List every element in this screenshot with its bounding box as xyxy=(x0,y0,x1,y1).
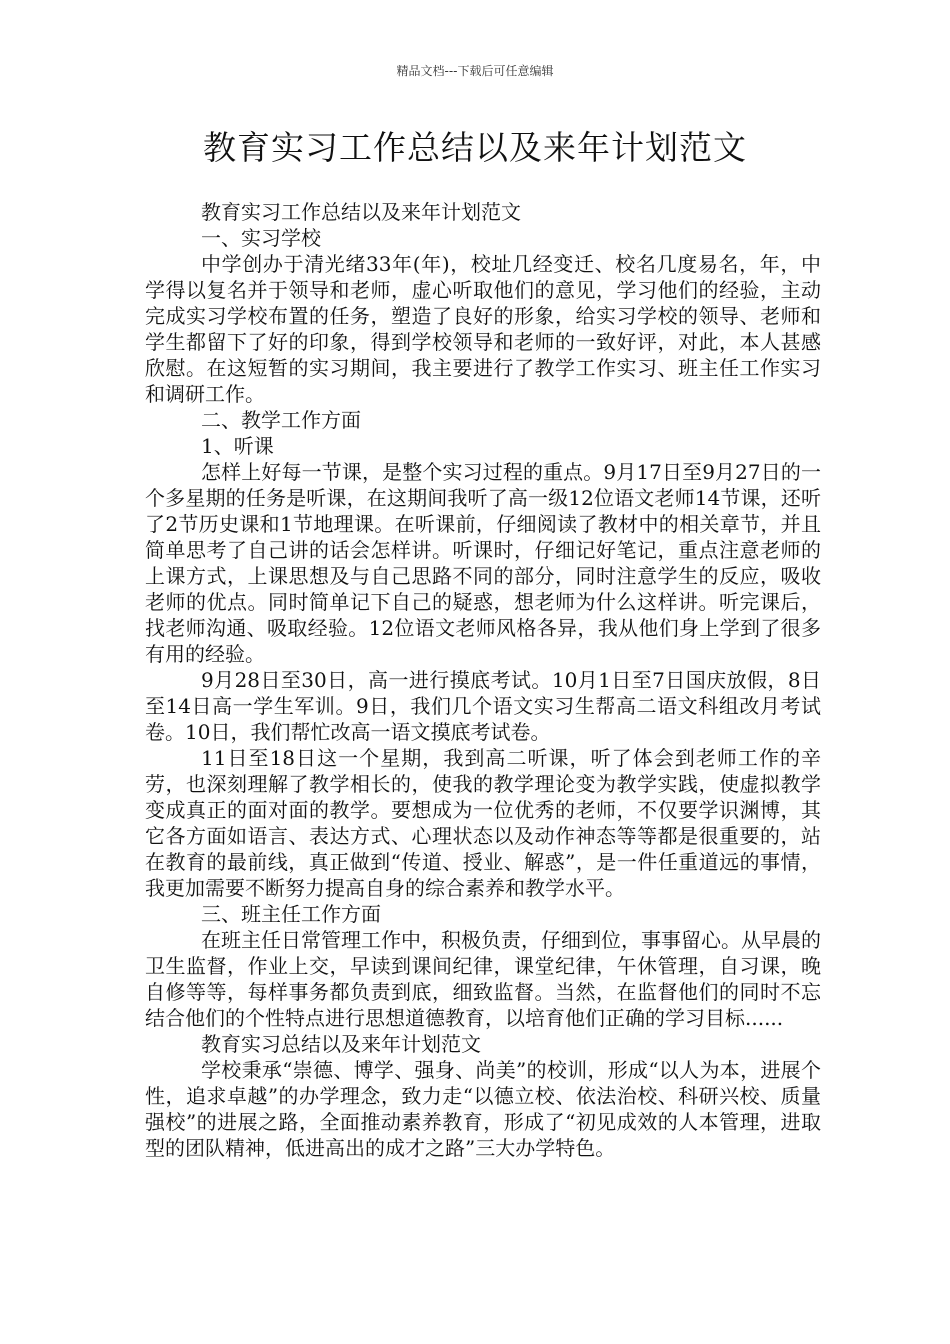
paragraph-exams: 9月28日至30日，高一进行摸底考试。10月1日至7日国庆放假，8日至14日高一学生军训。9日，我们几个语文实习生帮高二语文科组改月考试卷。10日，我们帮忙改高一语文摸底考试卷。 xyxy=(145,668,821,744)
paragraph-school-intro: 中学创办于清光绪33年(年)，校址几经变迁、校名几度易名，年，中学得以复名并于领导和老师，虚心听取他们的意见，学习他们的经验，主动完成实习学校布置的任务，塑造了良好的形象，给实习学校的领导、老师和学生都留下了好的印象，得到学校领导和老师的一致好评，对此，本人甚感欣慰。在这短暂的实习期间，我主要进行了教学工作实习、班主任工作实习和调研工作。 xyxy=(145,252,821,406)
paragraph-school-motto: 学校秉承“崇德、博学、强身、尚美”的校训，形成“以人为本，进展个性，追求卓越”的办学理念，致力走“以德立校、依法治校、科研兴校、质量强校”的进展之路，全面推动素养教育，形成了“初见成效的人本管理，进取型的团队精神，低进高出的成才之路”三大办学特色。 xyxy=(145,1058,821,1160)
paragraph-grade-two: 11日至18日这一个星期，我到高二听课，听了体会到老师工作的辛劳，也深刻理解了教学相长的，使我的教学理论变为教学实践，使虚拟教学变成真正的面对面的教学。要想成为一位优秀的老师，不仅要学识渊博，其它各方面如语言、表达方式、心理状态以及动作神态等等都是很重要的，站在教育的最前线，真正做到“传道、授业、解惑”，是一件任重道远的事情，我更加需要不断努力提高自身的综合素养和教学水平。 xyxy=(145,746,821,900)
section-heading-school: 一、实习学校 xyxy=(201,226,321,250)
paragraph-subtitle: 教育实习工作总结以及来年计划范文 xyxy=(201,200,521,224)
section-heading-teaching: 二、教学工作方面 xyxy=(201,408,361,432)
paragraph-second-title: 教育实习总结以及来年计划范文 xyxy=(201,1032,481,1056)
page-header: 精品文档---下载后可任意编辑 xyxy=(396,64,554,78)
section-heading-class-teacher: 三、班主任工作方面 xyxy=(201,902,381,926)
paragraph-class-management: 在班主任日常管理工作中，积极负责，仔细到位，事事留心。从早晨的卫生监督，作业上交，早读到课间纪律，课堂纪律，午休管理，自习课，晚自修等等，每样事务都负责到底，细致监督。当然，在监督他们的同时不忘结合他们的个性特点进行思想道德教育，以培育他们正确的学习目标...... xyxy=(145,928,821,1030)
document-body xyxy=(145,199,821,1161)
paragraph-listening: 怎样上好每一节课，是整个实习过程的重点。9月17日至9月27日的一个多星期的任务是听课，在这期间我听了高一级12位语文老师14节课，还听了2节历史课和1节地理课。在听课前，仔细阅读了教材中的相关章节，并且简单思考了自己讲的话会怎样讲。听课时，仔细记好笔记，重点注意老师的上课方式，上课思想及与自己思路不同的部分，同时注意学生的反应，吸收老师的优点。同时简单记下自己的疑惑，想老师为什么这样讲。听完课后，找老师沟通、吸取经验。12位语文老师风格各异，我从他们身上学到了很多有用的经验。 xyxy=(145,460,821,666)
subsection-heading-listening: 1、听课 xyxy=(201,434,274,458)
document-title: 教育实习工作总结以及来年计划范文 xyxy=(203,128,747,167)
